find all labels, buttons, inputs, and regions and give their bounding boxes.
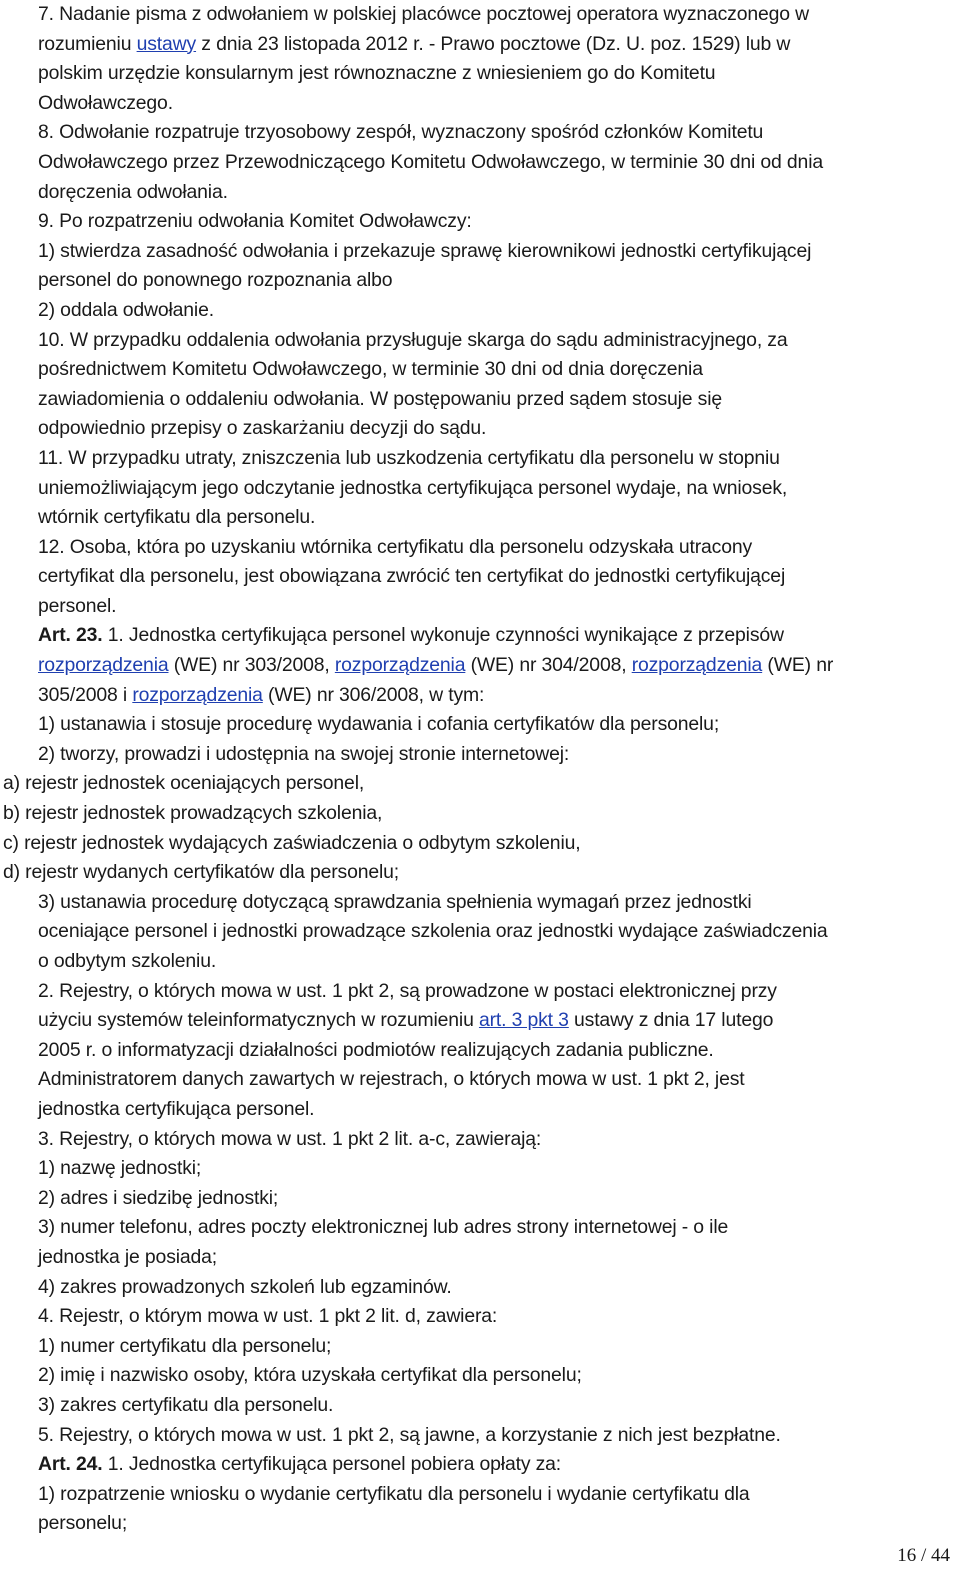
text-line: [0, 1421, 960, 1451]
text-line: [0, 1213, 960, 1243]
text-segment: b) rejestr jednostek prowadzących szkolenia,: [3, 802, 383, 825]
text-line: [0, 562, 960, 592]
text-line: [0, 178, 960, 208]
article-heading: Art. 23.: [38, 624, 103, 647]
text-segment: pośrednictwem Komitetu Odwoławczego, w terminie 30 dni od dnia doręczenia: [38, 358, 703, 381]
text-line: [0, 1480, 960, 1510]
text-line: [0, 1332, 960, 1362]
text-line: [0, 769, 960, 799]
text-line: [0, 1391, 960, 1421]
text-segment: 3. Rejestry, o których mowa w ust. 1 pkt 2 lit. a-c, zawierają:: [38, 1127, 542, 1150]
legal-reference-link[interactable]: rozporządzenia: [38, 654, 169, 677]
text-line: [0, 1302, 960, 1332]
text-segment: oceniające personel i jednostki prowadzące szkolenia oraz jednostki wydające zaświadczenia: [38, 920, 828, 943]
text-segment: 2. Rejestry, o których mowa w ust. 1 pkt 2, są prowadzone w postaci elektronicznej przy: [38, 979, 777, 1002]
text-segment: d) rejestr wydanych certyfikatów dla personelu;: [3, 861, 400, 884]
text-line: [0, 740, 960, 770]
text-segment: o odbytym szkoleniu.: [38, 950, 217, 972]
text-line: [0, 503, 960, 533]
text-line: [0, 858, 960, 888]
article-heading: Art. 24.: [38, 1453, 103, 1476]
text-segment: certyfikat dla personelu, jest obowiązana zwrócić ten certyfikat do jednostki certyfikującej: [38, 565, 786, 588]
text-line: [0, 355, 960, 385]
text-line: [0, 59, 960, 89]
text-line: [0, 651, 960, 681]
text-line: [0, 207, 960, 237]
text-segment: odpowiednio przepisy o zaskarżaniu decyzji do sądu.: [38, 417, 487, 440]
text-line: [0, 533, 960, 563]
text-segment: 2) imię i nazwisko osoby, która uzyskała certyfikat dla personelu;: [38, 1364, 582, 1387]
text-line: [0, 1184, 960, 1214]
text-segment: 3) ustanawia procedurę dotyczącą sprawdzania spełnienia wymagań przez jednostki: [38, 890, 752, 913]
legal-reference-link[interactable]: rozporządzenia: [132, 683, 263, 706]
text-segment: 2) tworzy, prowadzi i udostępnia na swojej stronie internetowej:: [38, 742, 570, 765]
text-segment: z dnia 23 listopada 2012 r. - Prawo pocztowe (Dz. U. poz. 1529) lub w: [196, 32, 791, 55]
text-line: [0, 444, 960, 474]
text-line: [0, 148, 960, 178]
text-line: [0, 592, 960, 622]
text-segment: 2) adres i siedzibę jednostki;: [38, 1186, 279, 1209]
text-segment: rozumieniu: [38, 32, 137, 55]
text-line: [0, 118, 960, 148]
text-line: [0, 0, 960, 30]
text-segment: (WE) nr 303/2008,: [168, 654, 335, 677]
text-segment: wtórnik certyfikatu dla personelu.: [38, 506, 316, 529]
legal-reference-link[interactable]: ustawy: [136, 32, 197, 55]
text-segment: 3) numer telefonu, adres poczty elektronicznej lub adres strony internetowej - o ile: [38, 1216, 729, 1239]
text-segment: c) rejestr jednostek wydających zaświadczenia o odbytym szkoleniu,: [3, 831, 581, 854]
text-line: [0, 266, 960, 296]
text-line: [0, 1273, 960, 1303]
text-segment: (WE) nr 306/2008, w tym:: [262, 683, 485, 706]
text-line: [0, 947, 960, 977]
text-segment: Odwoławczego.: [38, 91, 173, 114]
text-segment: personel.: [38, 594, 117, 617]
text-line: [0, 326, 960, 356]
text-segment: jednostka certyfikująca personel.: [38, 1097, 315, 1120]
text-line: [0, 681, 960, 711]
text-segment: 1. Jednostka certyfikująca personel wykonuje czynności wynikające z przepisów: [102, 624, 784, 647]
text-line: [0, 474, 960, 504]
text-segment: 9. Po rozpatrzeniu odwołania Komitet Odwoławczy:: [38, 210, 472, 233]
text-segment: 1) stwierdza zasadność odwołania i przekazuje sprawę kierownikowi jednostki certyfikującej: [38, 239, 812, 262]
text-segment: 11. W przypadku utraty, zniszczenia lub uszkodzenia certyfikatu dla personelu w stopniu: [38, 446, 780, 469]
text-segment: 10. W przypadku oddalenia odwołania przysługuje skarga do sądu administracyjnego, za: [38, 328, 788, 351]
text-segment: użyciu systemów teleinformatycznych w rozumieniu: [38, 1009, 479, 1032]
text-segment: Administratorem danych zawartych w rejestrach, o których mowa w ust. 1 pkt 2, jest: [38, 1068, 745, 1091]
text-segment: personel do ponownego rozpoznania albo: [38, 269, 393, 292]
text-line: [0, 1006, 960, 1036]
text-segment: (WE) nr: [762, 654, 834, 677]
text-line: [0, 1450, 960, 1480]
text-line: [0, 1125, 960, 1155]
text-segment: zawiadomienia o oddaleniu odwołania. W postępowaniu przed sądem stosuje się: [38, 387, 723, 410]
text-segment: 1) nazwę jednostki;: [38, 1157, 202, 1180]
text-segment: 4. Rejestr, o którym mowa w ust. 1 pkt 2 lit. d, zawiera:: [38, 1305, 498, 1328]
text-segment: (WE) nr 304/2008,: [465, 654, 632, 677]
text-segment: jednostka je posiada;: [38, 1245, 218, 1268]
text-line: [0, 917, 960, 947]
text-line: [0, 237, 960, 267]
text-line: [0, 829, 960, 859]
text-segment: 2) oddala odwołanie.: [38, 298, 214, 321]
text-line: [0, 799, 960, 829]
legal-reference-link[interactable]: rozporządzenia: [334, 654, 466, 677]
text-segment: 5. Rejestry, o których mowa w ust. 1 pkt 2, są jawne, a korzystanie z nich jest bezpłatne.: [38, 1423, 781, 1446]
text-line: [0, 1509, 960, 1539]
text-line: [0, 888, 960, 918]
text-segment: uniemożliwiającym jego odczytanie jednostka certyfikująca personel wydaje, na wniosek,: [38, 476, 788, 499]
text-segment: 1) numer certyfikatu dla personelu;: [38, 1334, 332, 1357]
text-segment: 1) rozpatrzenie wniosku o wydanie certyfikatu dla personelu i wydanie certyfikatu dla: [38, 1482, 750, 1505]
text-segment: a) rejestr jednostek oceniających personel,: [3, 772, 365, 795]
text-line: [0, 414, 960, 444]
text-line: [0, 977, 960, 1007]
text-line: [0, 1361, 960, 1391]
text-segment: ustawy z dnia 17 lutego: [568, 1009, 774, 1032]
text-segment: Odwoławczego przez Przewodniczącego Komitetu Odwoławczego, w terminie 30 dni od dnia: [38, 150, 823, 173]
text-segment: personelu;: [38, 1512, 128, 1535]
text-line: [0, 1036, 960, 1066]
text-segment: polskim urzędzie konsularnym jest równoznaczne z wniesieniem go do Komitetu: [38, 62, 716, 85]
text-segment: 2005 r. o informatyzacji działalności podmiotów realizujących zadania publiczne.: [38, 1038, 714, 1061]
text-segment: 1) ustanawia i stosuje procedurę wydawania i cofania certyfikatów dla personelu;: [38, 713, 720, 736]
text-segment: 12. Osoba, która po uzyskaniu wtórnika certyfikatu dla personelu odzyskała utracony: [38, 535, 753, 558]
text-segment: 4) zakres prowadzonych szkoleń lub egzaminów.: [38, 1275, 452, 1298]
page-number: 16 / 44: [897, 1545, 950, 1566]
text-line: [0, 296, 960, 326]
text-line: [0, 385, 960, 415]
legal-reference-link[interactable]: art. 3 pkt 3: [478, 1009, 569, 1032]
text-line: [0, 1243, 960, 1273]
text-line: [0, 89, 960, 119]
text-line: [0, 1065, 960, 1095]
text-segment: doręczenia odwołania.: [38, 180, 228, 203]
text-line: [0, 1154, 960, 1184]
text-line: [0, 30, 960, 60]
legal-reference-link[interactable]: rozporządzenia: [631, 654, 763, 677]
text-segment: 3) zakres certyfikatu dla personelu.: [38, 1393, 334, 1416]
text-segment: 305/2008 i: [38, 683, 133, 706]
text-line: [0, 710, 960, 740]
text-line: [0, 621, 960, 651]
text-segment: 1. Jednostka certyfikująca personel pobiera opłaty za:: [102, 1453, 562, 1476]
text-line: [0, 1095, 960, 1125]
text-segment: 7. Nadanie pisma z odwołaniem w polskiej placówce pocztowej operatora wyznaczonego w: [38, 3, 809, 25]
text-segment: 8. Odwołanie rozpatruje trzyosobowy zespół, wyznaczony spośród członków Komitetu: [38, 121, 764, 144]
